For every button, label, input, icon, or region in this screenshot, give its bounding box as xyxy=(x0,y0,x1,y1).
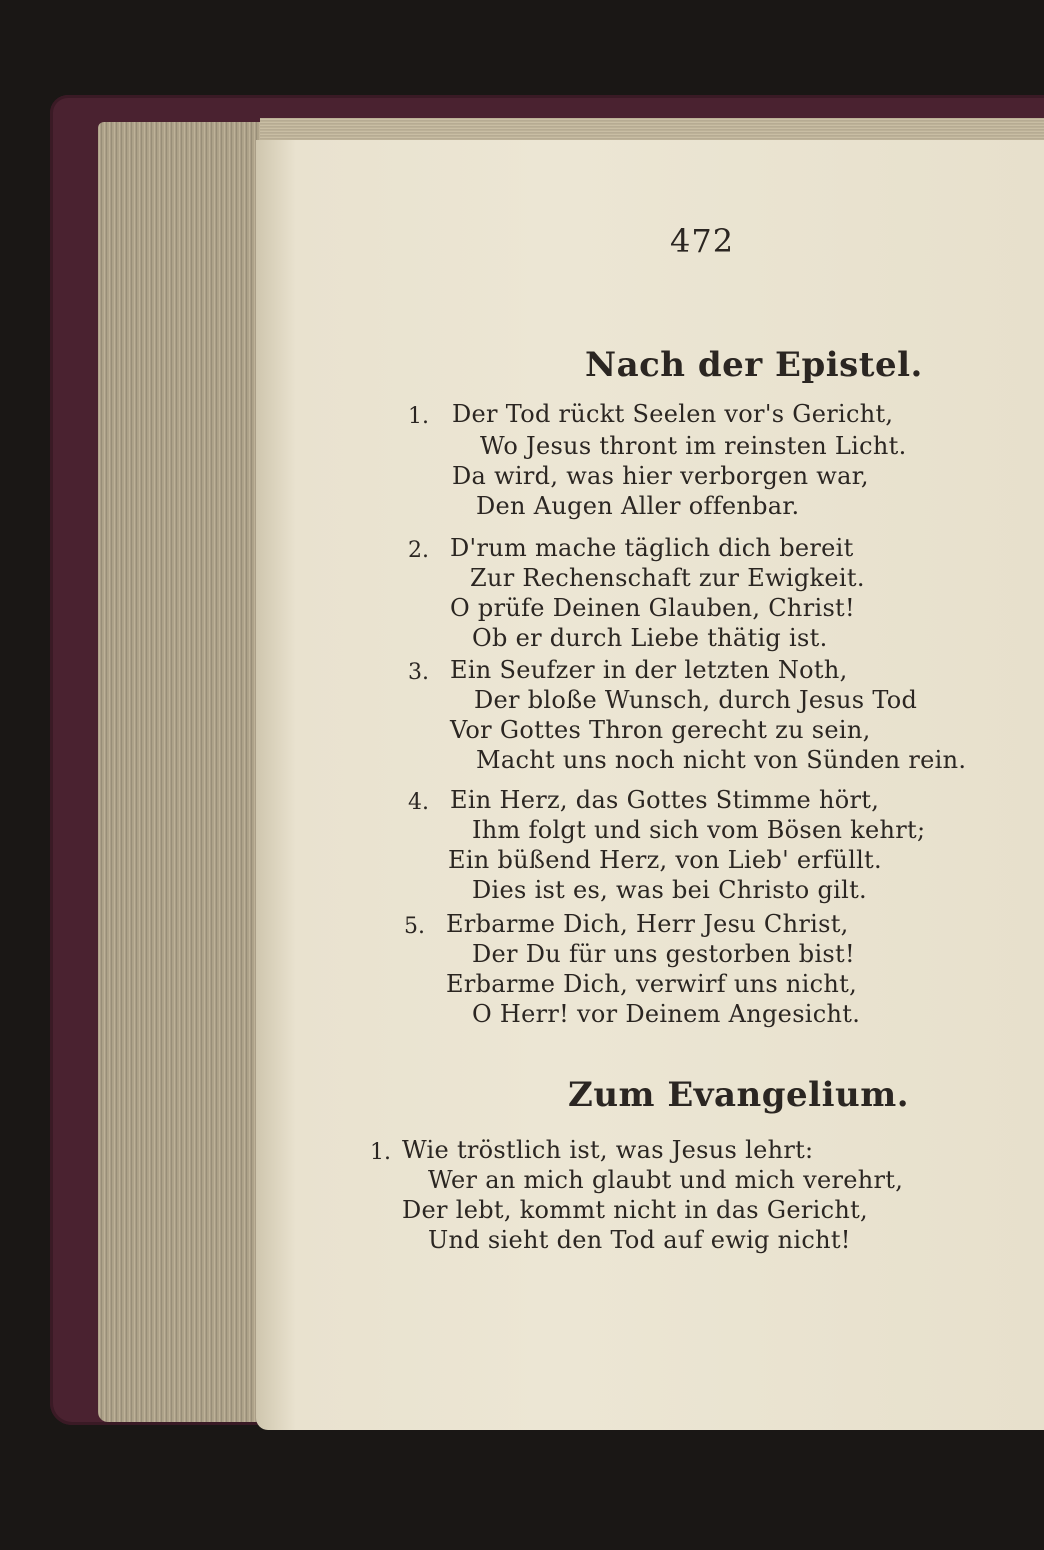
verse-line: Wer an mich glaubt und mich verehrt, xyxy=(428,1166,904,1194)
verse-line: D'rum mache täglich dich bereit xyxy=(450,534,854,562)
verse-number: 5. xyxy=(404,914,425,939)
verse-line: O Herr! vor Deinem Angesicht. xyxy=(472,1000,861,1028)
section-heading-epistel: Nach der Epistel. xyxy=(585,345,923,385)
verse-line: Zur Rechenschaft zur Ewigkeit. xyxy=(470,564,865,592)
verse-line: Der lebt, kommt nicht in das Gericht, xyxy=(402,1196,868,1224)
verse-line: Dies ist es, was bei Christo gilt. xyxy=(472,876,867,904)
verse-line: Der Du für uns gestorben bist! xyxy=(472,940,855,968)
page-edges xyxy=(98,122,268,1422)
verse-line: Da wird, was hier verborgen war, xyxy=(452,462,869,490)
verse-line: O prüfe Deinen Glauben, Christ! xyxy=(450,594,855,622)
verse-number: 1. xyxy=(370,1140,391,1165)
verse-line: Und sieht den Tod auf ewig nicht! xyxy=(428,1226,851,1254)
verse-line: Ein büßend Herz, von Lieb' erfüllt. xyxy=(448,846,882,874)
verse-line: Macht uns noch nicht von Sünden rein. xyxy=(476,746,967,774)
verse-number: 1. xyxy=(408,404,429,429)
verse-number: 4. xyxy=(408,790,429,815)
verse-line: Ob er durch Liebe thätig ist. xyxy=(472,624,828,652)
section-heading-evangelium: Zum Evangelium. xyxy=(568,1075,910,1115)
verse-line: Ein Herz, das Gottes Stimme hört, xyxy=(450,786,880,814)
verse-line: Den Augen Aller offenbar. xyxy=(476,492,800,520)
verse-number: 3. xyxy=(408,660,429,685)
verse-number: 2. xyxy=(408,538,429,563)
verse-line: Erbarme Dich, verwirf uns nicht, xyxy=(446,970,858,998)
page-number: 472 xyxy=(670,222,735,260)
verse-line: Vor Gottes Thron gerecht zu sein, xyxy=(450,716,871,744)
verse-line: Wo Jesus thront im reinsten Licht. xyxy=(480,432,907,460)
verse-line: Der Tod rückt Seelen vor's Gericht, xyxy=(452,400,894,428)
verse-line: Ihm folgt und sich vom Bösen kehrt; xyxy=(472,816,926,844)
verse-line: Ein Seufzer in der letzten Noth, xyxy=(450,656,848,684)
verse-line: Der bloße Wunsch, durch Jesus Tod xyxy=(474,686,918,714)
verse-line: Erbarme Dich, Herr Jesu Christ, xyxy=(446,910,849,938)
verse-line: Wie tröstlich ist, was Jesus lehrt: xyxy=(402,1136,814,1164)
